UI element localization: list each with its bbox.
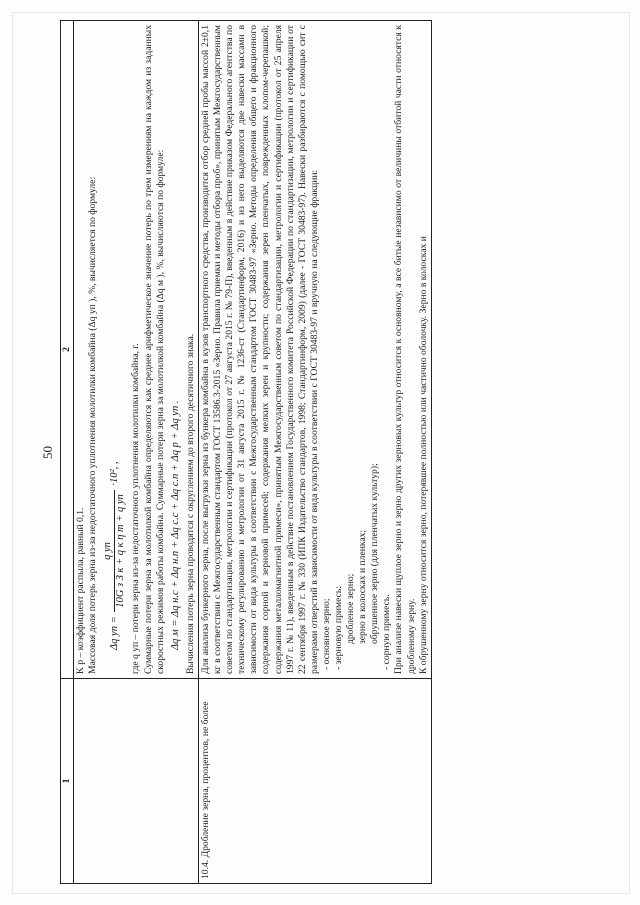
- subfraction-crushed: дробленое зерно;: [345, 573, 357, 644]
- page-number: 50: [40, 446, 55, 459]
- formula1-tail: ·10², ,: [109, 461, 121, 486]
- dehulled-paragraph: К обрушенному зерну относится зерно, потерявшее полностью или частично оболочку. Зерно в колосках и: [417, 236, 429, 674]
- kp-definition: K р – коэффициент распыла, равный 0,1.: [75, 507, 87, 674]
- formula-total-losses: Δq м = Δq н.с + Δq н.п + Δq с.с + Δq с.п + Δq р + Δq уп .: [169, 400, 181, 650]
- specification-table: [60, 20, 432, 884]
- formula1-denominator: 10G з З к + q к η т + q уп: [115, 494, 127, 608]
- analysis-paragraph: При анализе навески щуплое зерно и зерно других зерновых культур относится к основному, а все битые независимо от величины отбитой части относятся к дробленому зерну.: [393, 25, 417, 674]
- fraction-grain-impurity: - зерновую примесь:: [332, 586, 344, 670]
- sampling-paragraph: Для анализа бункерного зерна, после выгрузки зерна из бункера комбайна в кузов транспортного средства, производится отбор средней пробы массой 2±0,1 кг в соответствии с Межгосударственным стандартом ГОСТ 13586.3-2015 «Зерно. Правила приемки и методы отбора проб», принятым Межгосударственным советом по стандартизации, метрологии и сертификации (протокол от 27 августа 2015 г. № 79-П), введенным в действие приказом Федерального агентства по техническому регулированию и метрологии от 31 августа 2015 г. № 1236-ст (Стандартинформ, 2016) и из него выделяются две навески массами в зависимости от вида культуры в соответствии с Межгосударственным стандартом ГОСТ 30483-97 «Зерно. Методы определения общего и фракционного содержания сорной и зерновой примесей; содержания мелких зерен и крупности; содержания зерен пленчатых, поврежденных клопом-черепашкой; содержания металломагнитной примеси», принятым Межгосударственным советом по стандартизации, метрологии и сертификации (протокол от 25 апреля 1997 г. № 11), введенным в действие постановлением Государственного комитета Российской Федерации по стандартизации, метрологии и сертификации от 22 сентября 1997 г. № 330 (ИПК Издательство стандартов, 1998; Стандартинформ, 2009) (далее - ГОСТ 30483-97). Навески разбираются с помощью сит с размерами отверстий в зависимости от вида культуры в соответствии с ГОСТ 30483-97 и вручную на следующие фракции:: [199, 25, 320, 674]
- sum-losses-intro: Суммарные потери зерна за молотилкой комбайна определяются как среднее арифметическое значение потерь по трем измерениям на каждом из заданных скоростных режимов работы комбайна. Суммарные потери зерна за молотилкой комбайна (Δq м ), %, вычисляются по формуле:: [142, 25, 166, 674]
- losses-description-cell: [74, 21, 199, 679]
- fraction-main-grain: - основное зерно;: [320, 598, 332, 670]
- subfraction-ears: зерно в колосках и пленках;: [357, 529, 369, 644]
- header-col-2: 2: [61, 21, 74, 679]
- formula1-fraction: [102, 490, 127, 611]
- formula1-lhs: Δq уп =: [109, 616, 121, 650]
- row-label-crushing: 10.4. Дробление зерна, процентов, не более: [198, 679, 431, 884]
- subfraction-dehulled: обрушенное зерно (для пленчатых культур);: [369, 463, 381, 644]
- rounding-note: Вычисления потерь зерна проводятся с округлением до второго десятичного знака.: [184, 333, 196, 674]
- table-row-crushing: [198, 21, 431, 884]
- where-definition: где q уп – потери зерна из-за недостаточного уплотнения молотилки комбайна, г.: [130, 343, 142, 674]
- fraction-weed-impurity: - сорную примесь.: [381, 594, 393, 670]
- formula-seal-losses: [102, 25, 127, 650]
- rotated-page-content: [35, 21, 613, 884]
- row-label-empty: [74, 679, 199, 884]
- mass-loss-intro: Массовая доля потерь зерна из-за недостаточного уплотнения молотилки комбайна (Δq уп ), %, вычисляется по формуле:: [87, 176, 99, 674]
- header-col-1: 1: [61, 679, 74, 884]
- formula1-numerator: q уп: [102, 490, 115, 611]
- table-row-losses: [74, 21, 199, 884]
- table-header-row: [61, 21, 74, 884]
- crushing-description-cell: [198, 21, 431, 679]
